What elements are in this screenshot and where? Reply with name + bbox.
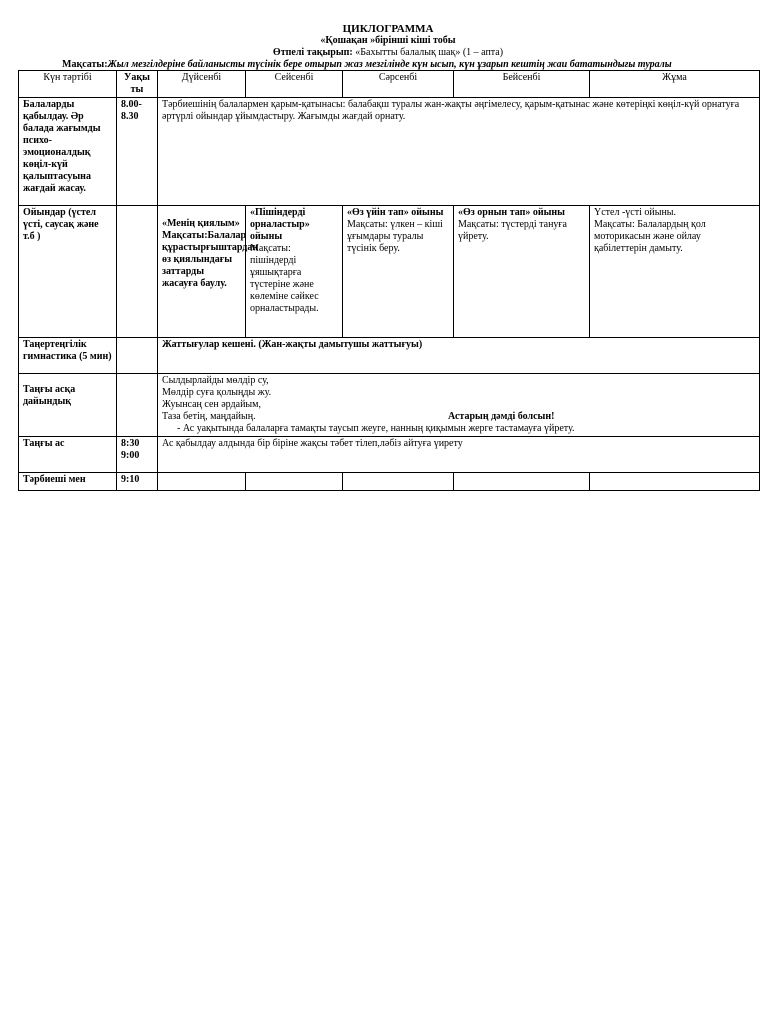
col-header-thursday: Бейсенбі	[454, 71, 590, 98]
bon-appetit-wish: Астарың дәмді болсын!	[448, 411, 555, 422]
games-tuesday	[246, 206, 343, 338]
breakfast-prep-note: - Ас уақытында балаларға тамақты таусып жеуге, нанның қиқымын жерге тастамауға үйрету.	[177, 423, 575, 434]
document-title: ЦИКЛОГРАММА	[342, 23, 434, 35]
gymnastics-content: Жаттығулар кешені. (Жан-жақты дамытушы жаттығуы)	[158, 338, 760, 374]
teacher-tuesday	[246, 473, 343, 491]
col-header-wednesday: Сәрсенбі	[343, 71, 454, 98]
theme-value: «Бахытты балалық шақ» (1 – апта)	[355, 47, 504, 58]
breakfast-prep-label: Таңғы асқа дайындық	[19, 374, 117, 437]
games-label: Ойындар (үстел үсті, саусақ және т.б )	[19, 206, 117, 338]
gymnastics-label: Таңертеңгілік гимнастика (5 мин)	[19, 338, 117, 374]
group-name: «Қошақан »бірінші кіші тобы	[320, 35, 456, 46]
breakfast-label: Таңғы ас	[19, 437, 117, 473]
monday-game-title: «Менің қиялым»	[162, 218, 240, 229]
teacher-thursday	[454, 473, 590, 491]
breakfast-content: Ас қабылдау алдында бір біріне жақсы тәбет тілеп,ләбіз айтуға үирету	[158, 437, 760, 473]
table-row-gymnastics	[19, 338, 760, 374]
teacher-friday	[590, 473, 760, 491]
rhyme-line-4: Таза бетің, маңдайың.	[162, 411, 256, 422]
tuesday-game-title: «Пішіндерді орналастыр» ойыны	[250, 207, 310, 242]
friday-game-goal: Мақсаты: Балалардың қол моторикасын және ойлау қабілеттерін дамыту.	[594, 219, 706, 254]
tuesday-game-goal: Мақсаты: пішіндерді ұяшықтарға түстеріне және көлеміне сәйкес орналастырады.	[250, 243, 319, 314]
games-time	[117, 206, 158, 338]
wednesday-game-goal: Мақсаты: үлкен – кіші ұғымдары туралы түсінік беру.	[347, 219, 443, 254]
thursday-game-goal: Мақсаты: түстерді тануға үйрету.	[458, 219, 567, 242]
goal-label: Мақсаты:	[62, 59, 108, 70]
games-friday	[590, 206, 760, 338]
friday-game-title: Үстел -үсті ойыны.	[594, 207, 677, 218]
teacher-wednesday	[343, 473, 454, 491]
col-header-time: Уақы ты	[117, 71, 158, 98]
col-header-schedule: Күн тәртібі	[19, 71, 117, 98]
col-header-tuesday: Сейсенбі	[246, 71, 343, 98]
rhyme-line-4-row	[162, 411, 755, 423]
games-thursday	[454, 206, 590, 338]
theme-label: Өтпелі тақырып:	[272, 47, 353, 58]
table-row-breakfast-prep	[19, 374, 760, 437]
breakfast-time: 8:30 9:00	[117, 437, 158, 473]
rhyme-line-1: Сылдырлайды мөлдір су,	[162, 375, 269, 386]
breakfast-prep-time	[117, 374, 158, 437]
rhyme-line-3: Жуынсаң сен әрдайым,	[162, 399, 261, 410]
reception-label: Балаларды қабылдау. Әр балада жағымды психо-эмоционалдық көңіл-күй қалыптасуына жағдай жасау.	[19, 98, 117, 206]
gymnastics-time	[117, 338, 158, 374]
reception-content: Тәрбиешінің балалармен қарым-қатынасы: балабақш туралы жан-жақты әңгімелесу, қарым-қатынас және көтеріңкі көңіл-күй орнатуға әртүрлі ойындар ұйымдастыру. Жағымды жағдай орнату.	[158, 98, 760, 206]
monday-game-goal: Мақсаты:Балалар құрастырғыштардан өз қиялындағы заттарды жасауға баулу.	[162, 230, 259, 289]
thursday-game-title: «Өз орнын тап» ойыны	[458, 207, 565, 218]
table-row-reception	[19, 98, 760, 206]
table-row-breakfast	[19, 437, 760, 473]
schedule-table	[18, 70, 760, 491]
table-row-teacher	[19, 473, 760, 491]
games-wednesday	[343, 206, 454, 338]
col-header-monday: Дүйсенбі	[158, 71, 246, 98]
breakfast-prep-content	[158, 374, 760, 437]
goal-value: Жыл мезгілдеріне байланысты түсінік бере отырып жаз мезгілінде күн ысып, күн ұзарып кештің жаи бататындығы туралы	[107, 59, 672, 70]
teacher-monday	[158, 473, 246, 491]
theme-line	[18, 47, 758, 59]
teacher-label: Тәрбиеші мен	[19, 473, 117, 491]
games-monday	[158, 206, 259, 338]
table-row-games	[19, 206, 760, 338]
wednesday-game-title: «Өз үйін тап» ойыны	[347, 207, 444, 218]
col-header-friday: Жұма	[590, 71, 760, 98]
rhyme-line-2: Мөлдір суға қолыңды жу.	[162, 387, 272, 398]
table-header-row	[19, 71, 760, 98]
reception-time: 8.00- 8.30	[117, 98, 158, 206]
teacher-time: 9:10	[117, 473, 158, 491]
